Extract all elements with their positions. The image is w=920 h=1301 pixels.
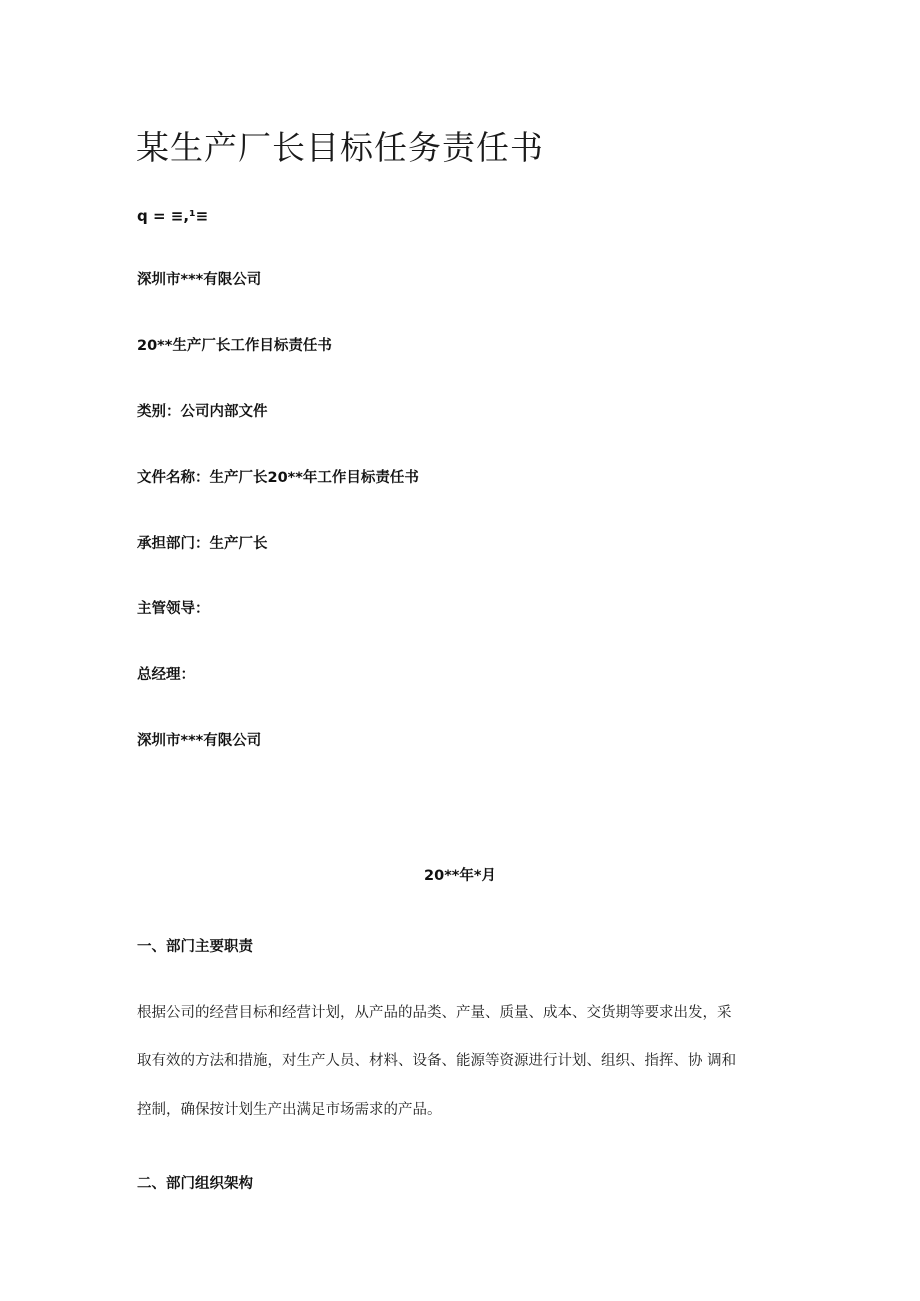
- general-manager-label: 总经理：: [137, 667, 195, 683]
- supervisor-label: 主管领导：: [137, 601, 210, 617]
- duties-paragraph-line: 取有效的方法和措施，对生产人员、材料、设备、能源等资源进行计划、组织、指挥、协 调和: [137, 1053, 737, 1069]
- responsible-department: 承担部门：生产厂长: [137, 536, 268, 552]
- document-file-name: 文件名称：生产厂长20**年工作目标责任书: [137, 470, 419, 486]
- document-category: 类别：公司内部文件: [137, 404, 268, 420]
- section-heading-duties: 一、部门主要职责: [137, 939, 253, 955]
- document-title: 某生产厂长目标任务责任书: [136, 128, 544, 167]
- duties-paragraph-line: 根据公司的经营目标和经营计划，从产品的品类、产量、质量、成本、交货期等要求出发，采: [137, 1005, 732, 1021]
- document-subtitle: 20**生产厂长工作目标责任书: [137, 338, 332, 354]
- company-name: 深圳市***有限公司: [137, 272, 262, 288]
- garbled-symbol-line: q = ≡,¹≡: [137, 207, 209, 225]
- duties-paragraph-line: 控制，确保按计划生产出满足市场需求的产品。: [137, 1102, 442, 1118]
- section-heading-structure: 二、部门组织架构: [137, 1176, 253, 1192]
- document-date: 20**年*月: [424, 868, 496, 884]
- company-name-footer: 深圳市***有限公司: [137, 733, 262, 749]
